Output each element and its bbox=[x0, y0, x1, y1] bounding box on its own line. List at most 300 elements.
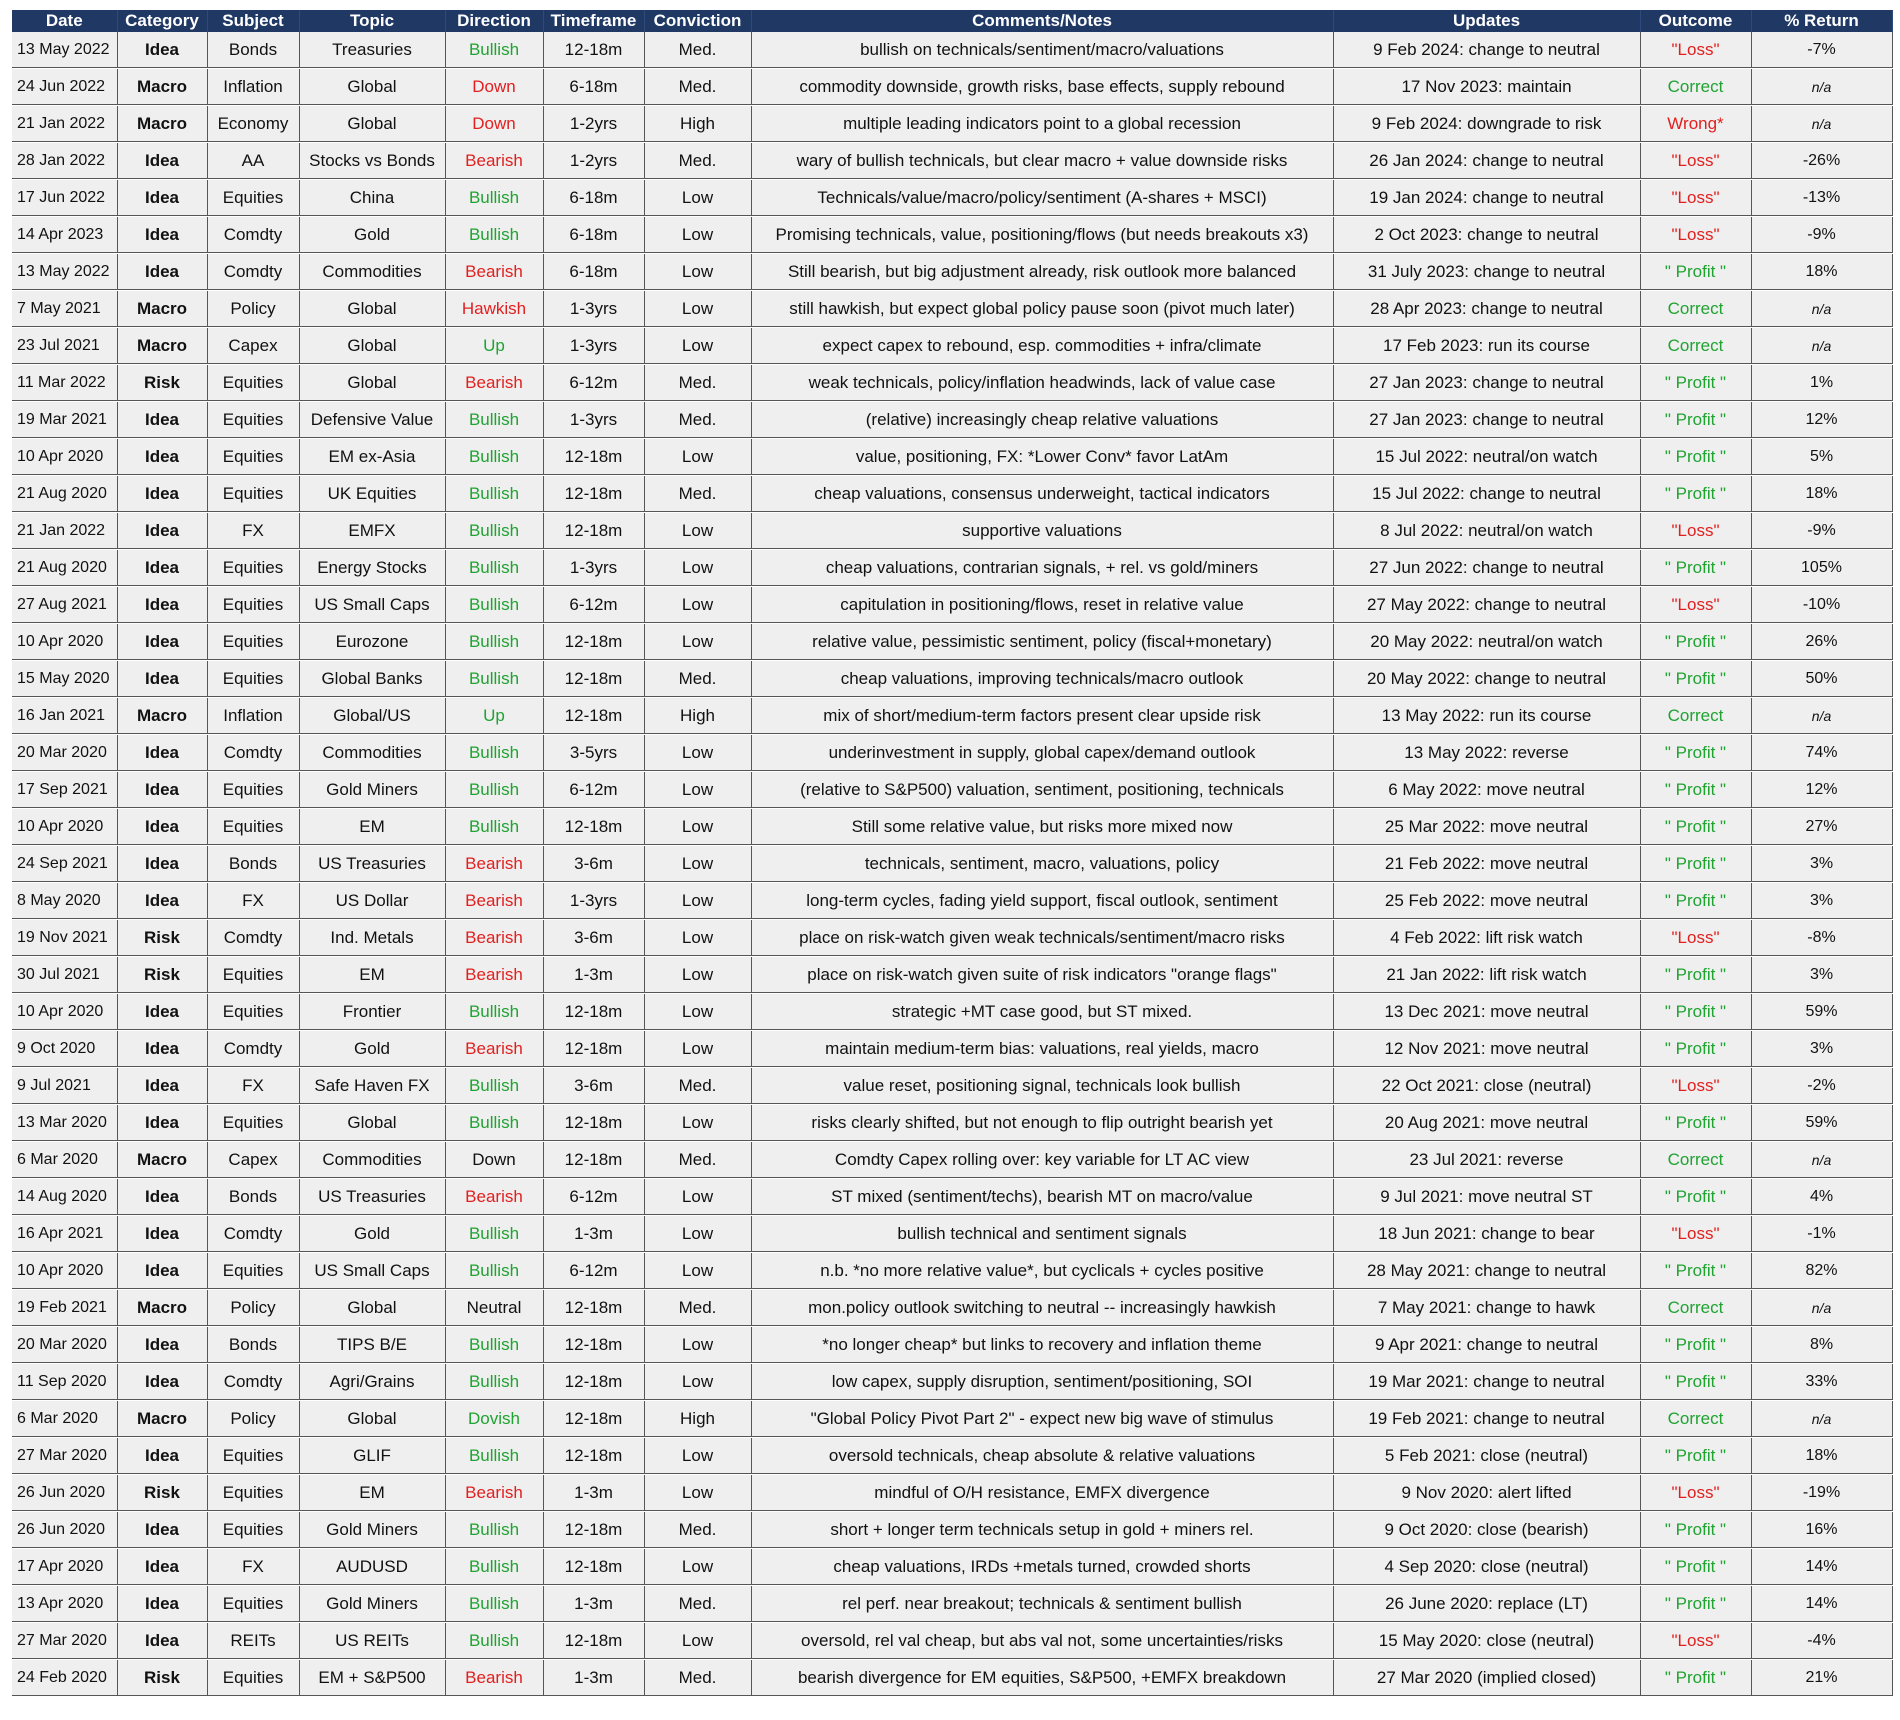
cell-timeframe: 12-18m bbox=[543, 661, 644, 698]
table-row[interactable] bbox=[12, 1031, 1892, 1068]
cell-timeframe: 1-3yrs bbox=[543, 402, 644, 439]
cell-subject: FX bbox=[207, 1068, 299, 1105]
cell-updates: 27 May 2022: change to neutral bbox=[1333, 587, 1640, 624]
cell-category: Idea bbox=[117, 772, 207, 809]
cell-comments: *no longer cheap* but links to recovery and inflation theme bbox=[751, 1327, 1333, 1364]
cell-date: 16 Apr 2021 bbox=[12, 1216, 117, 1253]
cell-subject: Comdty bbox=[207, 254, 299, 291]
cell-direction: Bullish bbox=[445, 1327, 543, 1364]
cell-timeframe: 12-18m bbox=[543, 1401, 644, 1438]
cell-direction: Bearish bbox=[445, 143, 543, 180]
cell-direction: Bullish bbox=[445, 550, 543, 587]
cell-conviction: Low bbox=[644, 883, 751, 920]
table-row[interactable] bbox=[12, 143, 1892, 180]
cell-direction: Hawkish bbox=[445, 291, 543, 328]
header-date[interactable]: Date bbox=[12, 10, 117, 32]
cell-direction: Bullish bbox=[445, 1586, 543, 1623]
cell-date: 20 Mar 2020 bbox=[12, 1327, 117, 1364]
table-row[interactable] bbox=[12, 1623, 1892, 1660]
cell-conviction: Low bbox=[644, 1105, 751, 1142]
cell-direction: Bullish bbox=[445, 476, 543, 513]
table-row[interactable] bbox=[12, 476, 1892, 513]
cell-timeframe: 1-3m bbox=[543, 957, 644, 994]
cell-return: -9% bbox=[1751, 217, 1892, 254]
cell-outcome: " Profit " bbox=[1640, 661, 1751, 698]
cell-conviction: Med. bbox=[644, 1068, 751, 1105]
cell-outcome: " Profit " bbox=[1640, 1512, 1751, 1549]
cell-outcome: " Profit " bbox=[1640, 994, 1751, 1031]
cell-return: 4% bbox=[1751, 1179, 1892, 1216]
cell-timeframe: 12-18m bbox=[543, 1623, 644, 1660]
cell-direction: Down bbox=[445, 106, 543, 143]
cell-comments: value reset, positioning signal, technicals look bullish bbox=[751, 1068, 1333, 1105]
cell-subject: Equities bbox=[207, 587, 299, 624]
cell-topic: Global bbox=[299, 106, 445, 143]
table-row[interactable] bbox=[12, 439, 1892, 476]
cell-timeframe: 1-3m bbox=[543, 1586, 644, 1623]
cell-updates: 13 May 2022: reverse bbox=[1333, 735, 1640, 772]
cell-updates: 23 Jul 2021: reverse bbox=[1333, 1142, 1640, 1179]
cell-date: 6 Mar 2020 bbox=[12, 1142, 117, 1179]
table-row[interactable] bbox=[12, 1512, 1892, 1549]
cell-outcome: " Profit " bbox=[1640, 439, 1751, 476]
cell-comments: n.b. *no more relative value*, but cyclicals + cycles positive bbox=[751, 1253, 1333, 1290]
cell-topic: US Dollar bbox=[299, 883, 445, 920]
header-subject[interactable]: Subject bbox=[207, 10, 299, 32]
header-comments[interactable]: Comments/Notes bbox=[751, 10, 1333, 32]
cell-return: 82% bbox=[1751, 1253, 1892, 1290]
cell-timeframe: 12-18m bbox=[543, 809, 644, 846]
cell-date: 21 Jan 2022 bbox=[12, 513, 117, 550]
cell-comments: supportive valuations bbox=[751, 513, 1333, 550]
cell-comments: value, positioning, FX: *Lower Conv* favor LatAm bbox=[751, 439, 1333, 476]
cell-date: 6 Mar 2020 bbox=[12, 1401, 117, 1438]
table-row[interactable] bbox=[12, 883, 1892, 920]
cell-return: -2% bbox=[1751, 1068, 1892, 1105]
cell-conviction: Low bbox=[644, 1364, 751, 1401]
cell-category: Idea bbox=[117, 1031, 207, 1068]
cell-date: 23 Jul 2021 bbox=[12, 328, 117, 365]
table-row[interactable] bbox=[12, 328, 1892, 365]
cell-updates: 22 Oct 2021: close (neutral) bbox=[1333, 1068, 1640, 1105]
cell-direction: Bearish bbox=[445, 1475, 543, 1512]
cell-subject: Equities bbox=[207, 180, 299, 217]
cell-subject: FX bbox=[207, 513, 299, 550]
table-row[interactable] bbox=[12, 957, 1892, 994]
cell-outcome: " Profit " bbox=[1640, 624, 1751, 661]
table-body bbox=[12, 32, 1892, 1697]
table-row[interactable] bbox=[12, 550, 1892, 587]
cell-updates: 6 May 2022: move neutral bbox=[1333, 772, 1640, 809]
table-row[interactable] bbox=[12, 920, 1892, 957]
cell-subject: Equities bbox=[207, 1438, 299, 1475]
cell-comments: maintain medium-term bias: valuations, real yields, macro bbox=[751, 1031, 1333, 1068]
cell-topic: EM bbox=[299, 809, 445, 846]
cell-comments: weak technicals, policy/inflation headwinds, lack of value case bbox=[751, 365, 1333, 402]
cell-conviction: Low bbox=[644, 772, 751, 809]
table-row[interactable] bbox=[12, 1105, 1892, 1142]
cell-comments: mix of short/medium-term factors present clear upside risk bbox=[751, 698, 1333, 735]
table-row[interactable] bbox=[12, 772, 1892, 809]
cell-subject: Capex bbox=[207, 328, 299, 365]
cell-timeframe: 12-18m bbox=[543, 1105, 644, 1142]
cell-date: 27 Aug 2021 bbox=[12, 587, 117, 624]
cell-subject: Bonds bbox=[207, 1179, 299, 1216]
cell-conviction: Med. bbox=[644, 143, 751, 180]
cell-conviction: Low bbox=[644, 994, 751, 1031]
cell-direction: Bearish bbox=[445, 920, 543, 957]
cell-updates: 21 Jan 2022: lift risk watch bbox=[1333, 957, 1640, 994]
table-row[interactable] bbox=[12, 1438, 1892, 1475]
cell-subject: Equities bbox=[207, 1475, 299, 1512]
cell-timeframe: 1-3yrs bbox=[543, 328, 644, 365]
cell-updates: 27 Jun 2022: change to neutral bbox=[1333, 550, 1640, 587]
cell-conviction: High bbox=[644, 1401, 751, 1438]
cell-conviction: Med. bbox=[644, 402, 751, 439]
cell-comments: strategic +MT case good, but ST mixed. bbox=[751, 994, 1333, 1031]
cell-subject: Comdty bbox=[207, 1216, 299, 1253]
cell-updates: 9 Nov 2020: alert lifted bbox=[1333, 1475, 1640, 1512]
cell-subject: FX bbox=[207, 883, 299, 920]
table-row[interactable] bbox=[12, 1549, 1892, 1586]
cell-return: 16% bbox=[1751, 1512, 1892, 1549]
cell-outcome: " Profit " bbox=[1640, 1364, 1751, 1401]
header-direction[interactable]: Direction bbox=[445, 10, 543, 32]
cell-subject: Inflation bbox=[207, 69, 299, 106]
cell-updates: 21 Feb 2022: move neutral bbox=[1333, 846, 1640, 883]
cell-outcome: "Loss" bbox=[1640, 1623, 1751, 1660]
cell-category: Idea bbox=[117, 32, 207, 69]
table-row[interactable] bbox=[12, 809, 1892, 846]
cell-conviction: Low bbox=[644, 957, 751, 994]
cell-date: 10 Apr 2020 bbox=[12, 1253, 117, 1290]
cell-direction: Bearish bbox=[445, 957, 543, 994]
cell-comments: technicals, sentiment, macro, valuations, policy bbox=[751, 846, 1333, 883]
cell-topic: Global/US bbox=[299, 698, 445, 735]
cell-date: 26 Jun 2020 bbox=[12, 1475, 117, 1512]
cell-category: Macro bbox=[117, 291, 207, 328]
cell-conviction: Med. bbox=[644, 1586, 751, 1623]
header-outcome[interactable]: Outcome bbox=[1640, 10, 1751, 32]
cell-outcome: Wrong* bbox=[1640, 106, 1751, 143]
cell-timeframe: 1-2yrs bbox=[543, 143, 644, 180]
cell-date: 11 Sep 2020 bbox=[12, 1364, 117, 1401]
cell-return: -4% bbox=[1751, 1623, 1892, 1660]
cell-topic: Gold Miners bbox=[299, 772, 445, 809]
table-row[interactable] bbox=[12, 402, 1892, 439]
cell-topic: Gold Miners bbox=[299, 1512, 445, 1549]
cell-conviction: Low bbox=[644, 328, 751, 365]
cell-category: Idea bbox=[117, 1623, 207, 1660]
cell-return: 12% bbox=[1751, 772, 1892, 809]
cell-category: Idea bbox=[117, 254, 207, 291]
cell-topic: Commodities bbox=[299, 735, 445, 772]
header-topic[interactable]: Topic bbox=[299, 10, 445, 32]
cell-outcome: Correct bbox=[1640, 291, 1751, 328]
cell-topic: Agri/Grains bbox=[299, 1364, 445, 1401]
cell-date: 14 Apr 2023 bbox=[12, 217, 117, 254]
cell-direction: Bearish bbox=[445, 846, 543, 883]
table-row[interactable] bbox=[12, 1290, 1892, 1327]
cell-conviction: Low bbox=[644, 1475, 751, 1512]
cell-category: Idea bbox=[117, 1253, 207, 1290]
cell-return: n/a bbox=[1751, 106, 1892, 143]
cell-timeframe: 1-3yrs bbox=[543, 291, 644, 328]
header-conviction[interactable]: Conviction bbox=[644, 10, 751, 32]
cell-direction: Bullish bbox=[445, 994, 543, 1031]
cell-category: Idea bbox=[117, 883, 207, 920]
cell-return: 18% bbox=[1751, 1438, 1892, 1475]
cell-return: 21% bbox=[1751, 1660, 1892, 1697]
table-row[interactable] bbox=[12, 994, 1892, 1031]
cell-updates: 4 Feb 2022: lift risk watch bbox=[1333, 920, 1640, 957]
cell-subject: Comdty bbox=[207, 217, 299, 254]
cell-direction: Up bbox=[445, 328, 543, 365]
cell-topic: Global bbox=[299, 328, 445, 365]
cell-subject: Equities bbox=[207, 1253, 299, 1290]
table-row[interactable] bbox=[12, 69, 1892, 106]
cell-direction: Down bbox=[445, 1142, 543, 1179]
cell-conviction: Med. bbox=[644, 1290, 751, 1327]
table-row[interactable] bbox=[12, 587, 1892, 624]
cell-updates: 9 Apr 2021: change to neutral bbox=[1333, 1327, 1640, 1364]
cell-direction: Bullish bbox=[445, 735, 543, 772]
cell-return: -26% bbox=[1751, 143, 1892, 180]
table-row[interactable] bbox=[12, 1660, 1892, 1697]
cell-outcome: "Loss" bbox=[1640, 1475, 1751, 1512]
table-row[interactable] bbox=[12, 1216, 1892, 1253]
cell-conviction: Low bbox=[644, 180, 751, 217]
cell-topic: Stocks vs Bonds bbox=[299, 143, 445, 180]
table-row[interactable] bbox=[12, 32, 1892, 69]
cell-date: 8 May 2020 bbox=[12, 883, 117, 920]
cell-date: 10 Apr 2020 bbox=[12, 439, 117, 476]
cell-return: -9% bbox=[1751, 513, 1892, 550]
cell-topic: AUDUSD bbox=[299, 1549, 445, 1586]
cell-direction: Bullish bbox=[445, 1438, 543, 1475]
cell-category: Idea bbox=[117, 624, 207, 661]
cell-outcome: " Profit " bbox=[1640, 476, 1751, 513]
cell-conviction: Low bbox=[644, 1549, 751, 1586]
cell-outcome: Correct bbox=[1640, 1401, 1751, 1438]
cell-updates: 15 Jul 2022: change to neutral bbox=[1333, 476, 1640, 513]
cell-updates: 17 Nov 2023: maintain bbox=[1333, 69, 1640, 106]
cell-category: Risk bbox=[117, 1660, 207, 1697]
cell-date: 20 Mar 2020 bbox=[12, 735, 117, 772]
cell-category: Idea bbox=[117, 1549, 207, 1586]
table-row[interactable] bbox=[12, 735, 1892, 772]
cell-return: n/a bbox=[1751, 1401, 1892, 1438]
cell-date: 10 Apr 2020 bbox=[12, 809, 117, 846]
cell-updates: 27 Jan 2023: change to neutral bbox=[1333, 365, 1640, 402]
cell-return: n/a bbox=[1751, 1290, 1892, 1327]
cell-timeframe: 12-18m bbox=[543, 1031, 644, 1068]
cell-direction: Down bbox=[445, 69, 543, 106]
cell-updates: 27 Jan 2023: change to neutral bbox=[1333, 402, 1640, 439]
cell-updates: 28 Apr 2023: change to neutral bbox=[1333, 291, 1640, 328]
cell-topic: Ind. Metals bbox=[299, 920, 445, 957]
cell-outcome: "Loss" bbox=[1640, 143, 1751, 180]
cell-timeframe: 12-18m bbox=[543, 1290, 644, 1327]
cell-direction: Bullish bbox=[445, 180, 543, 217]
cell-subject: Comdty bbox=[207, 920, 299, 957]
cell-return: 14% bbox=[1751, 1549, 1892, 1586]
cell-subject: Bonds bbox=[207, 32, 299, 69]
cell-comments: mindful of O/H resistance, EMFX divergence bbox=[751, 1475, 1333, 1512]
cell-conviction: Med. bbox=[644, 32, 751, 69]
cell-subject: Equities bbox=[207, 957, 299, 994]
cell-conviction: Med. bbox=[644, 1660, 751, 1697]
cell-topic: Global Banks bbox=[299, 661, 445, 698]
cell-comments: mon.policy outlook switching to neutral -- increasingly hawkish bbox=[751, 1290, 1333, 1327]
cell-topic: EM + S&P500 bbox=[299, 1660, 445, 1697]
cell-outcome: "Loss" bbox=[1640, 920, 1751, 957]
cell-category: Idea bbox=[117, 476, 207, 513]
cell-outcome: "Loss" bbox=[1640, 513, 1751, 550]
table-row[interactable] bbox=[12, 513, 1892, 550]
cell-outcome: " Profit " bbox=[1640, 1327, 1751, 1364]
cell-updates: 2 Oct 2023: change to neutral bbox=[1333, 217, 1640, 254]
table-row[interactable] bbox=[12, 106, 1892, 143]
cell-direction: Bullish bbox=[445, 32, 543, 69]
cell-direction: Bullish bbox=[445, 1512, 543, 1549]
header-row bbox=[12, 10, 1892, 32]
cell-direction: Bullish bbox=[445, 1216, 543, 1253]
cell-conviction: Low bbox=[644, 735, 751, 772]
cell-return: 59% bbox=[1751, 994, 1892, 1031]
table-row[interactable] bbox=[12, 254, 1892, 291]
cell-timeframe: 12-18m bbox=[543, 32, 644, 69]
cell-direction: Bullish bbox=[445, 809, 543, 846]
cell-timeframe: 12-18m bbox=[543, 698, 644, 735]
cell-date: 24 Sep 2021 bbox=[12, 846, 117, 883]
table-row[interactable] bbox=[12, 365, 1892, 402]
cell-category: Idea bbox=[117, 1105, 207, 1142]
table-row[interactable] bbox=[12, 1475, 1892, 1512]
cell-outcome: Correct bbox=[1640, 698, 1751, 735]
header-category[interactable]: Category bbox=[117, 10, 207, 32]
cell-category: Idea bbox=[117, 1216, 207, 1253]
cell-updates: 15 May 2020: close (neutral) bbox=[1333, 1623, 1640, 1660]
cell-conviction: Low bbox=[644, 809, 751, 846]
cell-timeframe: 6-12m bbox=[543, 365, 644, 402]
table-row[interactable] bbox=[12, 1142, 1892, 1179]
table-row[interactable] bbox=[12, 624, 1892, 661]
cell-category: Idea bbox=[117, 1068, 207, 1105]
cell-comments: "Global Policy Pivot Part 2" - expect new big wave of stimulus bbox=[751, 1401, 1333, 1438]
cell-conviction: Low bbox=[644, 624, 751, 661]
cell-comments: place on risk-watch given suite of risk indicators "orange flags" bbox=[751, 957, 1333, 994]
cell-return: -1% bbox=[1751, 1216, 1892, 1253]
cell-outcome: " Profit " bbox=[1640, 1253, 1751, 1290]
header-timeframe[interactable]: Timeframe bbox=[543, 10, 644, 32]
cell-comments: ST mixed (sentiment/techs), bearish MT on macro/value bbox=[751, 1179, 1333, 1216]
cell-comments: cheap valuations, consensus underweight, tactical indicators bbox=[751, 476, 1333, 513]
cell-outcome: " Profit " bbox=[1640, 772, 1751, 809]
table-row[interactable] bbox=[12, 1401, 1892, 1438]
cell-direction: Neutral bbox=[445, 1290, 543, 1327]
cell-updates: 27 Mar 2020 (implied closed) bbox=[1333, 1660, 1640, 1697]
cell-subject: Equities bbox=[207, 809, 299, 846]
header-updates[interactable]: Updates bbox=[1333, 10, 1640, 32]
table-row[interactable] bbox=[12, 1253, 1892, 1290]
cell-direction: Bullish bbox=[445, 772, 543, 809]
cell-timeframe: 12-18m bbox=[543, 476, 644, 513]
cell-subject: Equities bbox=[207, 476, 299, 513]
cell-topic: Global bbox=[299, 291, 445, 328]
table-row[interactable] bbox=[12, 1327, 1892, 1364]
table-row[interactable] bbox=[12, 698, 1892, 735]
cell-outcome: "Loss" bbox=[1640, 1216, 1751, 1253]
cell-subject: Equities bbox=[207, 402, 299, 439]
cell-subject: Equities bbox=[207, 661, 299, 698]
cell-date: 26 Jun 2020 bbox=[12, 1512, 117, 1549]
cell-topic: Energy Stocks bbox=[299, 550, 445, 587]
cell-comments: rel perf. near breakout; technicals & sentiment bullish bbox=[751, 1586, 1333, 1623]
cell-date: 13 Mar 2020 bbox=[12, 1105, 117, 1142]
cell-subject: REITs bbox=[207, 1623, 299, 1660]
table-row[interactable] bbox=[12, 1364, 1892, 1401]
cell-topic: Global bbox=[299, 69, 445, 106]
cell-topic: US Treasuries bbox=[299, 1179, 445, 1216]
cell-timeframe: 12-18m bbox=[543, 1512, 644, 1549]
cell-category: Idea bbox=[117, 217, 207, 254]
cell-timeframe: 12-18m bbox=[543, 1549, 644, 1586]
cell-topic: EMFX bbox=[299, 513, 445, 550]
table-row[interactable] bbox=[12, 846, 1892, 883]
cell-topic: EM bbox=[299, 957, 445, 994]
cell-return: n/a bbox=[1751, 328, 1892, 365]
cell-return: 26% bbox=[1751, 624, 1892, 661]
cell-conviction: Low bbox=[644, 254, 751, 291]
cell-subject: Equities bbox=[207, 1105, 299, 1142]
cell-timeframe: 3-6m bbox=[543, 1068, 644, 1105]
cell-updates: 12 Nov 2021: move neutral bbox=[1333, 1031, 1640, 1068]
cell-topic: US Treasuries bbox=[299, 846, 445, 883]
cell-comments: still hawkish, but expect global policy pause soon (pivot much later) bbox=[751, 291, 1333, 328]
table-row[interactable] bbox=[12, 1586, 1892, 1623]
cell-comments: place on risk-watch given weak technicals/sentiment/macro risks bbox=[751, 920, 1333, 957]
table-row[interactable] bbox=[12, 1068, 1892, 1105]
header-return[interactable]: % Return bbox=[1751, 10, 1892, 32]
cell-timeframe: 6-18m bbox=[543, 254, 644, 291]
cell-updates: 9 Oct 2020: close (bearish) bbox=[1333, 1512, 1640, 1549]
cell-topic: Global bbox=[299, 1290, 445, 1327]
cell-return: 1% bbox=[1751, 365, 1892, 402]
cell-subject: Bonds bbox=[207, 846, 299, 883]
table-row[interactable] bbox=[12, 291, 1892, 328]
cell-return: 33% bbox=[1751, 1364, 1892, 1401]
cell-comments: oversold technicals, cheap absolute & relative valuations bbox=[751, 1438, 1333, 1475]
table-row[interactable] bbox=[12, 217, 1892, 254]
cell-topic: EM bbox=[299, 1475, 445, 1512]
cell-updates: 31 July 2023: change to neutral bbox=[1333, 254, 1640, 291]
cell-category: Idea bbox=[117, 661, 207, 698]
cell-subject: Economy bbox=[207, 106, 299, 143]
table-row[interactable] bbox=[12, 661, 1892, 698]
cell-conviction: Med. bbox=[644, 69, 751, 106]
table-row[interactable] bbox=[12, 1179, 1892, 1216]
cell-timeframe: 3-6m bbox=[543, 920, 644, 957]
cell-date: 24 Feb 2020 bbox=[12, 1660, 117, 1697]
cell-date: 10 Apr 2020 bbox=[12, 624, 117, 661]
cell-comments: bearish divergence for EM equities, S&P500, +EMFX breakdown bbox=[751, 1660, 1333, 1697]
table-row[interactable] bbox=[12, 180, 1892, 217]
cell-date: 7 May 2021 bbox=[12, 291, 117, 328]
cell-return: 18% bbox=[1751, 476, 1892, 513]
cell-outcome: "Loss" bbox=[1640, 217, 1751, 254]
cell-return: 5% bbox=[1751, 439, 1892, 476]
